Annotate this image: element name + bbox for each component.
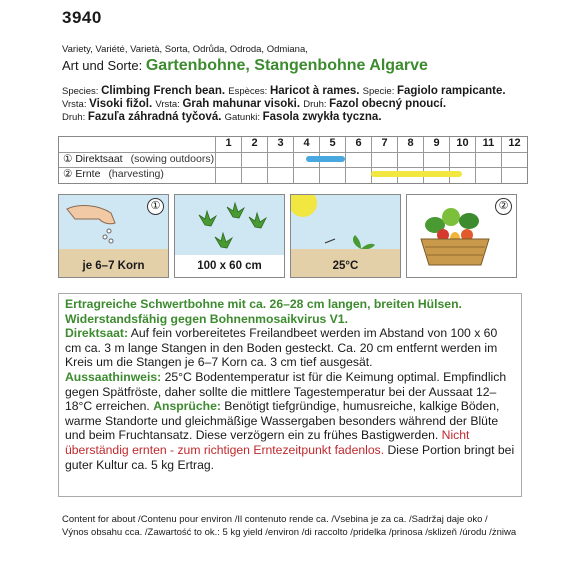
month-cell: [423, 152, 449, 167]
step-number: ①: [147, 198, 164, 215]
cultivation-description: [58, 293, 522, 497]
month-header: 6: [345, 137, 371, 152]
row-subtitle: (harvesting): [108, 168, 164, 180]
month-cell: [319, 167, 345, 183]
species-name: Fazol obecný pnoucí.: [329, 98, 447, 110]
month-header: 8: [397, 137, 423, 152]
month-cell: [475, 167, 501, 183]
species-name: Visoki fižol.: [89, 98, 156, 110]
panel-caption: 25°C: [332, 260, 359, 272]
month-cell: [371, 152, 397, 167]
month-cell: [397, 152, 423, 167]
month-header: 12: [501, 137, 527, 152]
harvest-warning: Nicht überständig ernten - zum richtigen Erntezeitpunkt fadenlos.: [65, 428, 470, 457]
month-header: 7: [371, 137, 397, 152]
row-title: ① Direktsaat: [63, 153, 123, 165]
step-number: ②: [495, 198, 512, 215]
sowing-period-bar: [306, 156, 345, 162]
footer-line: Content for about /Contenu pour environ /Il contenuto rende ca. /Vsebina je za ca. /Sadržaj daje oko /: [62, 514, 488, 525]
variety-translations: Variety, Variété, Varietà, Sorta, Odrůda, Odroda, Odmiana,: [62, 44, 308, 55]
aussaat-text: 25°C Bodentemperatur ist für die Keimung optimal. Empfindlich gegen Spätfröste, daher sollte die mittlere Tagestemperatur bei der Aussaat 12–18°C erreichen.: [65, 369, 507, 414]
species-name: Haricot à rames.: [269, 85, 363, 97]
species-lang-label: Espèces:: [228, 86, 270, 97]
product-code: 3940: [62, 8, 102, 27]
month-header: 11: [475, 137, 501, 152]
panel-spacing: [174, 194, 285, 278]
species-line: [62, 107, 382, 125]
row-subtitle: (sowing outdoors): [130, 153, 215, 165]
aussaat-label: Aussaathinweis:: [65, 369, 162, 384]
month-cell: [215, 152, 241, 167]
month-header: 1: [215, 137, 241, 152]
species-lang-label: Vrsta:: [155, 99, 183, 110]
calendar-header: [59, 137, 527, 153]
species-lang-label: Vrsta:: [62, 99, 90, 110]
month-cell: [267, 152, 293, 167]
panel-caption: je 6–7 Korn: [82, 260, 145, 272]
month-header: 5: [319, 137, 345, 152]
species-lang-label: Druh:: [62, 112, 88, 123]
calendar-row-label: [63, 168, 164, 180]
panel-caption: 100 x 60 cm: [197, 260, 262, 272]
month-cell: [501, 167, 527, 183]
yield-footer: [62, 514, 532, 539]
month-cell: [475, 152, 501, 167]
direktsaat-label: Direktsaat:: [65, 326, 128, 341]
species-lang-label: Gatunki:: [224, 112, 263, 123]
species-name: Fagiolo rampicante.: [396, 85, 506, 97]
variety-title: [62, 57, 428, 75]
month-header: 9: [423, 137, 449, 152]
ansprueche-label: Ansprüche:: [153, 399, 221, 414]
footer-line: Výnos obsahu cca. /Zawartość to ok.: 5 kg yield /environ /di raccolto /pridelka /prinosa /sklizeň /úrodu /żniwa: [62, 526, 517, 538]
month-cell: [293, 167, 319, 183]
month-cell: [215, 167, 241, 183]
month-cell: [241, 152, 267, 167]
vegetable-basket-illustration: [407, 195, 516, 277]
species-name: Climbing French bean.: [101, 85, 229, 97]
month-cell: [267, 167, 293, 183]
panel-harvest: [406, 194, 517, 278]
direktsaat-text: Auf fein vorbereitetes Freilandbeet werden im Abstand von 100 x 60 cm ca. 3 m lange Stangen in den Boden gesteckt. Ca. 20 cm entfernt werden im Kreis um die Stangen je 6–7 Korn ca. 3 cm tief ausgesät.: [65, 326, 498, 370]
species-lang-label: Specie:: [362, 86, 397, 97]
species-name: Fasola zwykła tyczna.: [262, 111, 382, 123]
month-header: 10: [449, 137, 475, 152]
intro-text: Ertragreiche Schwertbohne mit ca. 26–28 cm langen, breiten Hülsen. Widerstandsfähig gegen Bohnenmosaikvirus V1.: [65, 297, 462, 326]
panel-sowing: [58, 194, 169, 278]
month-cell: [449, 152, 475, 167]
sowing-calendar: [58, 136, 528, 184]
portion-yield: Diese Portion bringt bei guter Kultur ca. 5 kg Ertrag.: [65, 442, 515, 472]
row-title: ② Ernte: [63, 168, 101, 180]
species-name: Grah mahunar visoki.: [182, 98, 304, 110]
month-header: 3: [267, 137, 293, 152]
art-label: Art und Sorte:: [62, 58, 143, 73]
calendar-row-harvest: [59, 167, 527, 183]
panel-temperature: [290, 194, 401, 278]
species-name: Fazuľa záhradná tyčová.: [87, 111, 225, 123]
variety-name: Gartenbohne, Stangenbohne Algarve: [145, 57, 428, 74]
harvest-period-bar: [371, 171, 462, 177]
species-lang-label: Druh:: [303, 99, 330, 110]
month-cell: [345, 167, 371, 183]
species-lang-label: Species:: [62, 86, 102, 97]
month-cell: [345, 152, 371, 167]
calendar-row-sowing: [59, 152, 527, 168]
month-cell: [501, 152, 527, 167]
ansprueche-text: Benötigt tiefgründige, humusreiche, kalkige Böden, warme Standorte und gleichmäßige Wassergaben besonders während der Blüte und beim Fruchtansatz. Diese verzögern ein zu frühes Bastigwerden.: [65, 399, 500, 443]
month-header: 4: [293, 137, 319, 152]
calendar-row-label: [63, 153, 214, 165]
month-header: 2: [241, 137, 267, 152]
month-cell: [241, 167, 267, 183]
